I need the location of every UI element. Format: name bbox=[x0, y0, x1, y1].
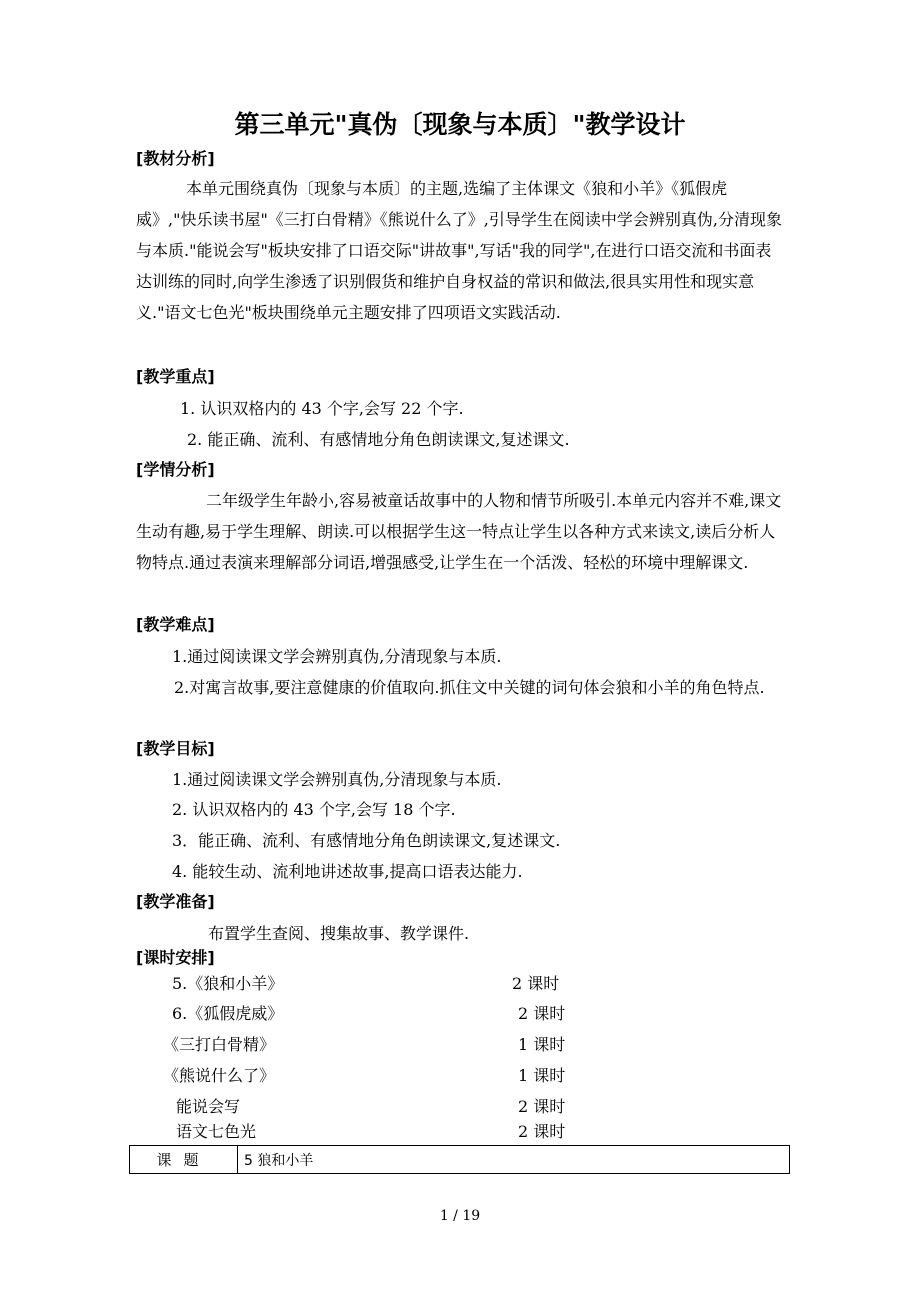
course-table bbox=[129, 1145, 790, 1174]
goal-item: 4. 能较生动、流利地讲述故事,提高口语表达能力. bbox=[172, 862, 523, 881]
learner-analysis-heading: [学情分析] bbox=[136, 460, 215, 479]
schedule-lesson: 能说会写 bbox=[176, 1097, 241, 1116]
course-title-cell: 5 狼和小羊 bbox=[238, 1146, 790, 1174]
document-title: 第三单元"真伪〔现象与本质〕"教学设计 bbox=[234, 110, 686, 139]
schedule-heading: [课时安排] bbox=[136, 948, 215, 967]
course-label-cell: 课题 bbox=[130, 1146, 238, 1174]
preparation-text: 布置学生查阅、搜集故事、教学课件. bbox=[208, 924, 470, 943]
schedule-lesson: 语文七色光 bbox=[176, 1122, 257, 1141]
difficulty-item: 2.对寓言故事,要注意健康的价值取向.抓住文中关键的词句体会狼和小羊的角色特点. bbox=[174, 678, 765, 697]
schedule-hours: 2 课时 bbox=[518, 1122, 566, 1141]
schedule-lesson: 6.《狐假虎威》 bbox=[172, 1004, 284, 1023]
schedule-hours: 2 课时 bbox=[512, 974, 560, 993]
schedule-hours: 2 课时 bbox=[518, 1097, 566, 1116]
difficulty-item: 1.通过阅读课文学会辨别真伪,分清现象与本质. bbox=[172, 647, 502, 666]
table-row bbox=[130, 1146, 790, 1174]
learner-analysis-paragraph: 二年级学生年龄小,容易被童话故事中的人物和情节所吸引.本单元内容并不难,课文生动有趣,易于学生理解、朗读.可以根据学生这一特点让学生以各种方式来读文,读后分析人物特点.通过表演来理解部分词语,增强感受,让学生在一个活泼、轻松的环境中理解课文. bbox=[136, 491, 782, 572]
key-point-item: 2. 能正确、流利、有感情地分角色朗读课文,复述课文. bbox=[187, 430, 570, 449]
material-paragraph: 本单元围绕真伪〔现象与本质〕的主题,选编了主体课文《狼和小羊》《狐假虎威》,"快乐读书屋"《三打白骨精》《熊说什么了》,引导学生在阅读中学会辨别真伪,分清现象与本质."能说会写"板块安排了口语交际"讲故事",写话"我的同学",在进行口语交流和书面表达训练的同时,向学生渗透了识别假货和维护自身权益的常识和做法,很具实用性和现实意义."语文七色光"板块围绕单元主题安排了四项语文实践活动. bbox=[136, 179, 782, 322]
key-point-item: 1. 认识双格内的 43 个字,会写 22 个字. bbox=[180, 399, 464, 418]
goal-item: 2. 认识双格内的 43 个字,会写 18 个字. bbox=[172, 800, 456, 819]
goal-item: 1.通过阅读课文学会辨别真伪,分清现象与本质. bbox=[172, 770, 502, 789]
goal-item: 3．能正确、流利、有感情地分角色朗读课文,复述课文. bbox=[172, 831, 561, 850]
key-points-heading: [教学重点] bbox=[136, 367, 215, 386]
schedule-lesson: 5.《狼和小羊》 bbox=[172, 974, 284, 993]
schedule-hours: 2 课时 bbox=[518, 1004, 566, 1023]
material-heading: [教材分析] bbox=[136, 149, 215, 168]
schedule-hours: 1 课时 bbox=[518, 1035, 566, 1054]
schedule-lesson: 《三打白骨精》 bbox=[163, 1035, 276, 1054]
page-number: 1 / 19 bbox=[439, 1208, 481, 1224]
schedule-hours: 1 课时 bbox=[518, 1066, 566, 1085]
goals-heading: [教学目标] bbox=[136, 739, 215, 758]
preparation-heading: [教学准备] bbox=[136, 892, 215, 911]
difficulty-heading: [教学难点] bbox=[136, 615, 215, 634]
schedule-lesson: 《熊说什么了》 bbox=[163, 1066, 276, 1085]
